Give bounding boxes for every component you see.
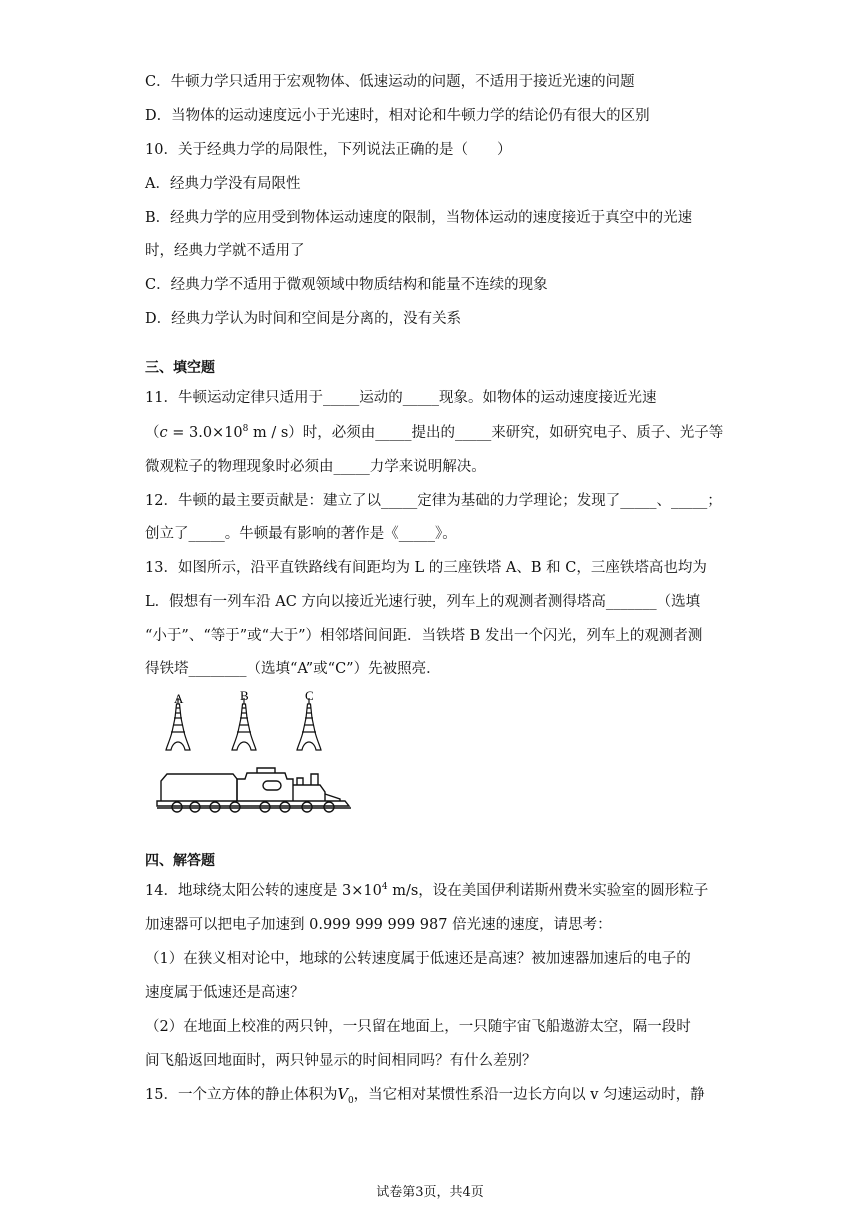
page-footer: 试卷第3页，共4页 xyxy=(376,1185,484,1200)
option-10d: D．经典力学认为时间和空间是分离的，没有关系 xyxy=(145,311,462,327)
section-3-heading: 三、填空题 xyxy=(145,360,215,376)
section-4-heading: 四、解答题 xyxy=(145,853,215,869)
question-11-line2: （$c = 3.0\times 10^8$ m / s）时，必须由_____提出的_____来研究，如研究电子、质子、光子等 xyxy=(145,424,724,441)
question-11-line3: 微观粒子的物理现象时必须由_____力学来说明解决。 xyxy=(145,459,486,475)
question-14-part1-line2: 速度属于低速还是高速？ xyxy=(145,985,305,1001)
option-10b-line1: B．经典力学的应用受到物体运动速度的限制，当物体运动的速度接近于真空中的光速 xyxy=(145,210,693,226)
question-13-line4: 得铁塔________（选填“A”或“C”）先被照亮． xyxy=(145,661,441,677)
question-14-line1: 14．地球绕太阳公转的速度是 $3\times 10^4$ m/s，设在美国伊利诺斯州费米实验室的圆形粒子 xyxy=(145,882,709,899)
question-11-line1: 11．牛顿运动定律只适用于_____运动的_____现象。如物体的运动速度接近光速 xyxy=(145,390,657,406)
question-14-part1-line1: （1）在狭义相对论中，地球的公转速度属于低速还是高速？被加速器加速后的电子的 xyxy=(145,951,691,967)
question-12-line1: 12．牛顿的最主要贡献是：建立了以_____定律为基础的力学理论；发现了_____、_____； xyxy=(145,493,722,509)
question-14-line2: 加速器可以把电子加速到 0.999 999 999 987 倍光速的速度，请思考： xyxy=(145,917,612,933)
tower-a-label: A xyxy=(174,691,184,706)
train xyxy=(157,768,351,812)
option-10c: C．经典力学不适用于微观领域中物质结构和能量不连续的现象 xyxy=(145,277,548,293)
question-13-line3: “小于”、“等于”或“大于”）相邻塔间间距．当铁塔 B 发出一个闪光，列车上的观测者测 xyxy=(145,628,703,644)
question-10: 10．关于经典力学的局限性，下列说法正确的是（ ） xyxy=(145,142,512,158)
question-15-line1: 15．一个立方体的静止体积为$V_0$，当它相对某惯性系沿一边长方向以 v 匀速运动时，静 xyxy=(145,1087,705,1106)
option-10a: A．经典力学没有局限性 xyxy=(145,176,301,192)
option-9d: D．当物体的运动速度远小于光速时，相对论和牛顿力学的结论仍有很大的区别 xyxy=(145,108,650,124)
tower-b-label: B xyxy=(240,688,249,703)
question-13-line2: L．假想有一列车沿 AC 方向以接近光速行驶，列车上的观测者测得塔高_______（选填 xyxy=(145,594,701,610)
question-13-line1: 13．如图所示，沿平直铁路线有间距均为 L 的三座铁塔 A、B 和 C，三座铁塔高也均为 xyxy=(145,560,707,576)
question-14-part2-line1: （2）在地面上校准的两只钟，一只留在地面上，一只随宇宙飞船遨游太空，隔一段时 xyxy=(145,1019,691,1035)
tower-b xyxy=(232,698,256,750)
towers-train-figure xyxy=(145,688,365,818)
question-14-part2-line2: 间飞船返回地面时，两只钟显示的时间相同吗？有什么差别？ xyxy=(145,1053,537,1069)
option-10b-line2: 时，经典力学就不适用了 xyxy=(145,243,305,259)
tower-c xyxy=(297,698,321,750)
question-12-line2: 创立了_____。牛顿最有影响的著作是《_____》。 xyxy=(145,526,457,542)
tower-c-label: C xyxy=(305,688,314,703)
option-9c: C．牛顿力学只适用于宏观物体、低速运动的问题，不适用于接近光速的问题 xyxy=(145,74,635,90)
